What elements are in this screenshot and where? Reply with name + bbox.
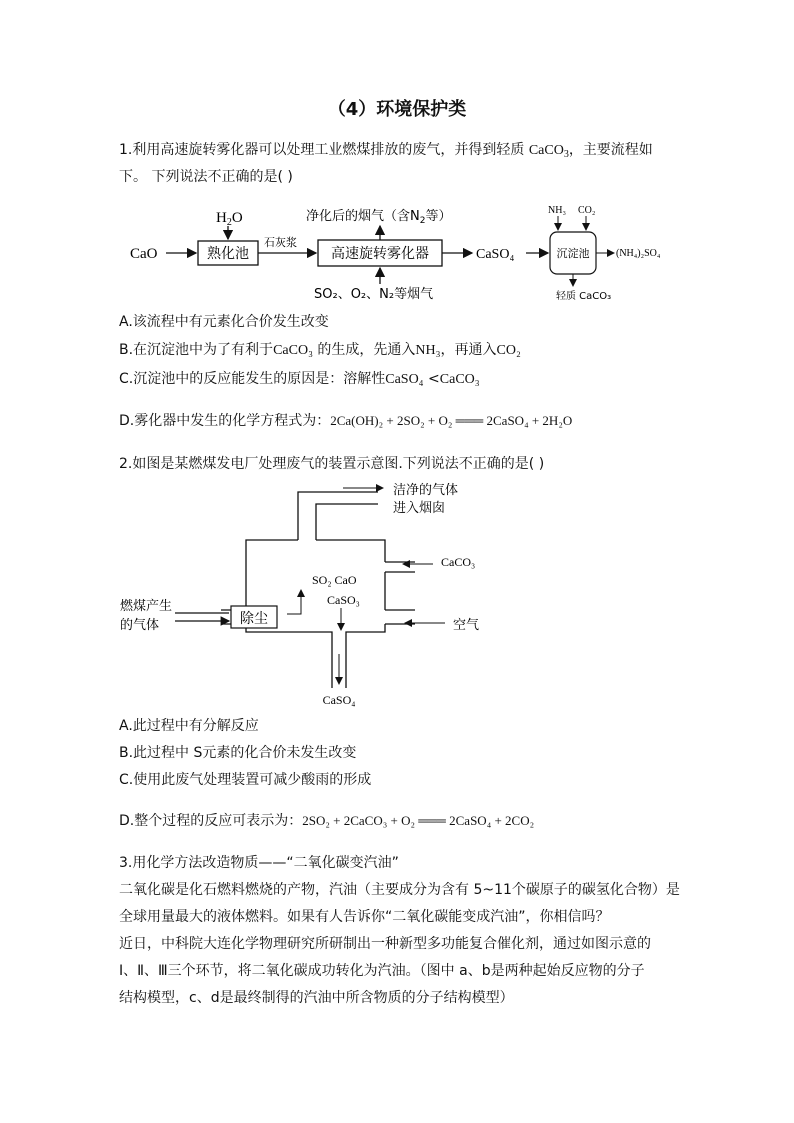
- q1-option-a: A.该流程中有元素化合价发生改变: [119, 314, 329, 330]
- q2-air-label: 空气: [453, 618, 480, 633]
- q2-stem: 2.如图是某燃煤发电厂处理废气的装置示意图.下列说法不正确的是( ): [119, 456, 545, 472]
- q3-paragraph1-line1: 二氧化碳是化石燃料燃烧的产物，汽油（主要成分为含有 5~11个碳原子的碳氢化合物）是: [119, 882, 680, 898]
- q1-stem-text-end: ，主要流程如: [568, 142, 653, 158]
- q3-paragraph2-line2: Ⅰ、Ⅱ、Ⅲ三个环节，将二氧化碳成功转化为汽油。（图中 a、b是两种起始反应物的分子: [119, 963, 645, 979]
- q2-option-b: B.此过程中 S元素的化合价未发生改变: [119, 745, 357, 761]
- q1-stem-line2: 下。 下列说法不正确的是( ): [119, 169, 293, 185]
- q1-caco3-formula: CaCO$_3$: [528, 143, 569, 160]
- q3-title: 3.用化学方法改造物质——“二氧化碳变汽油”: [119, 855, 399, 871]
- q2-so2-cao-label: SO₂ CaO: [312, 573, 357, 587]
- q1-nh4so4-label: (NH₄)₂SO₄: [616, 248, 661, 259]
- q2-option-d: D.整个过程的反应可表示为：2SO₂ + 2CaCO₃ + O₂ ═══ 2CaSO₄ + 2CO₂: [119, 813, 535, 829]
- q1-flue-gas-label: SO₂、O₂、N₂等烟气: [314, 287, 434, 302]
- q1-cao-label: CaO: [130, 246, 158, 262]
- q2-clean-gas-l1: 洁净的气体: [393, 483, 459, 498]
- q1-option-c: C.沉淀池中的反应能发生的原因是：溶解性CaSO₄ <CaCO₃: [119, 371, 480, 387]
- q1-caso4-label: CaSO₄: [476, 247, 515, 262]
- q1-light-caco3-label: 轻质 CaCO₃: [556, 291, 612, 302]
- q1-flow-diagram: [120, 198, 680, 308]
- q1-atomizer-label: 高速旋转雾化器: [331, 246, 429, 262]
- q2-option-c: C.使用此废气处理装置可减少酸雨的形成: [119, 772, 372, 788]
- q2-caco3-label: CaCO₃: [441, 555, 476, 569]
- q1-option-d: D.雾化器中发生的化学方程式为：2Ca(OH)₂ + 2SO₂ + O₂ ═══ 2CaSO₄ + 2H₂O: [119, 413, 573, 429]
- q2-coal-gas-l1: 燃煤产生: [120, 599, 173, 614]
- q1-settling-tank-label: 沉淀池: [556, 247, 590, 260]
- q2-dust-remover-label: 除尘: [240, 611, 268, 627]
- page-title: （4）环境保护类: [327, 99, 467, 120]
- q3-paragraph1-line2: 全球用量最大的液体燃料。如果有人告诉你“二氧化碳能变成汽油”，你相信吗？: [119, 909, 610, 925]
- q1-slurry-label: 石灰浆: [264, 236, 297, 249]
- q1-stem-text: 1.利用高速旋转雾化器可以处理工业燃煤排放的废气，并得到轻质: [119, 142, 525, 158]
- q3-paragraph2-line3: 结构模型，c、d是最终制得的汽油中所含物质的分子结构模型）: [119, 990, 514, 1006]
- q2-coal-gas-l2: 的气体: [120, 618, 160, 633]
- q1-slaker-label: 熟化池: [207, 246, 249, 262]
- q1-nh3-label: NH₃: [548, 205, 566, 216]
- q1-clean-gas-label: 净化后的烟气（含$N_2$等）: [306, 209, 452, 226]
- q1-co2-label: CO₂: [578, 205, 596, 216]
- q1-option-b: B.在沉淀池中为了有利于CaCO₃ 的生成，先通入NH₃，再通入CO₂: [119, 342, 521, 358]
- q2-caso4-label: CaSO₄: [322, 693, 356, 707]
- q2-option-a: A.此过程中有分解反应: [119, 718, 259, 734]
- q2-clean-gas-l2: 进入烟囱: [393, 501, 446, 516]
- q2-apparatus-diagram: [115, 478, 495, 710]
- q1-stem-line1: [119, 140, 653, 161]
- q1-water-label: $H_2O$: [216, 210, 243, 228]
- q3-paragraph2-line1: 近日，中科院大连化学物理研究所研制出一种新型多功能复合催化剂，通过如图示意的: [119, 936, 651, 952]
- q2-caso3-label: CaSO₃: [327, 593, 360, 607]
